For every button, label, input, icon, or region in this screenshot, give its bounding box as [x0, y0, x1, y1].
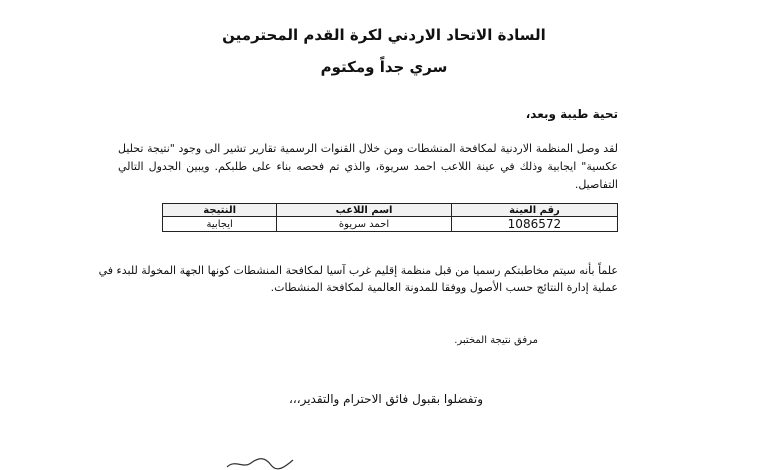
header-sample-number: رقم العينة: [451, 204, 617, 217]
closing-line: وتفضلوا بقبول فائق الاحترام والتقدير،،،: [288, 392, 483, 406]
header-player-name: اسم اللاعب: [277, 204, 452, 217]
letter-subtitle: سري جداً ومكتوم: [320, 58, 448, 76]
greeting-line: تحية طيبة وبعد،: [525, 107, 618, 121]
header-result: النتيجة: [163, 204, 277, 217]
results-table: [162, 203, 618, 232]
body-paragraph-1: لقد وصل المنظمة الاردنية لمكافحة المنشطات ومن خلال القنوات الرسمية تقارير تشير الى وجود "نتيجة تحليل عكسية" ايجابية وذلك في عينة اللاعب احمد سريوة، والذي تم فحصه بناء على طلبكم. ويبين الجدول التالي التفاصيل.: [118, 142, 618, 191]
table-header-row: [163, 204, 618, 217]
cell-sample-number: 1086572: [451, 217, 617, 232]
attachment-note: مرفق نتيجة المختبر.: [454, 335, 538, 346]
body-paragraph-2: علماً بأنه سيتم مخاطبتكم رسميا من قبل منظمة إقليم غرب آسيا لمكافحة المنشطات كونها الجهة المخولة للبدء في عملية إدارة النتائج حسب الأصول ووفقا للمدونة العالمية لمكافحة المنشطات.: [98, 264, 618, 294]
signature-mark: [225, 455, 295, 470]
table-row: [163, 217, 618, 232]
cell-player-name: احمد سريوة: [277, 217, 452, 232]
letter-title: السادة الاتحاد الاردني لكرة القدم المحترمين: [222, 26, 546, 44]
cell-result: ايجابية: [163, 217, 277, 232]
